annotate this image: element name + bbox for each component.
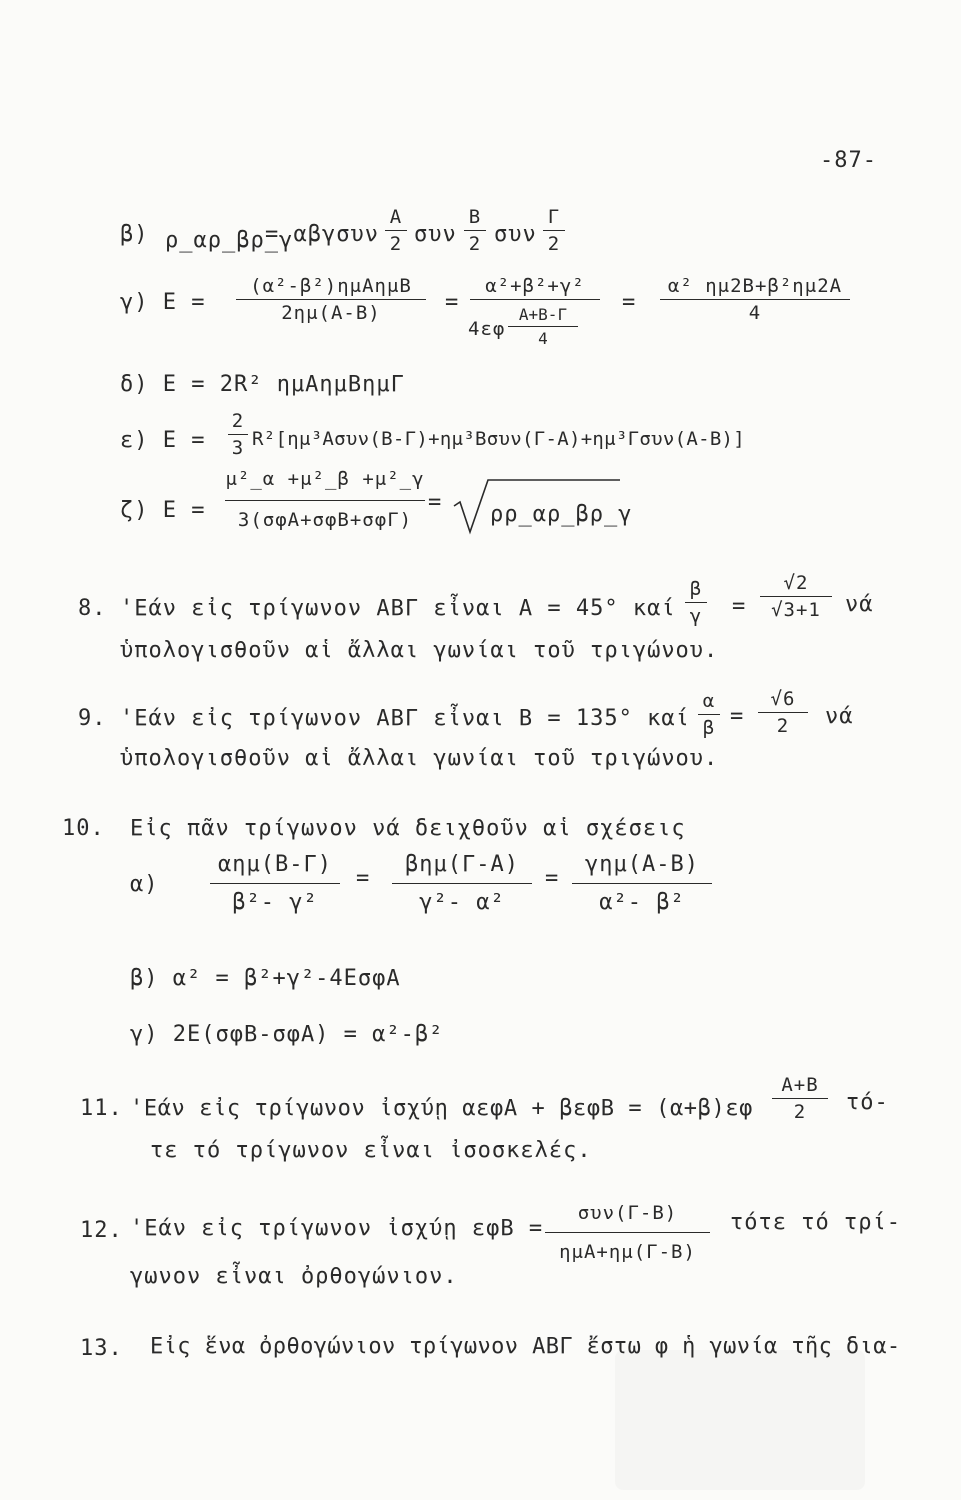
gamma-frac-2-sub-num: A+B-Γ	[518, 305, 568, 324]
p8-rhs	[760, 572, 832, 621]
p9-frac	[698, 690, 720, 739]
gamma-frac-2-num: α²+β²+γ²	[485, 275, 585, 297]
formula-delta: δ) E = 2R² ημΑημΒημΓ	[120, 372, 405, 397]
p8-tail: νά	[845, 592, 874, 617]
p10-a-frac-2-num: βημ(Γ-A)	[405, 852, 519, 877]
beta-lhs: ρ_αρ_βρ_γ	[165, 228, 294, 253]
p10-a-frac-1-den: β²- γ²	[232, 890, 318, 915]
p8-frac	[685, 578, 707, 627]
epsilon-rest: R²[ημ³Ασυν(B-Γ)+ημ³Bσυν(Γ-A)+ημ³Γσυν(A-B)]	[252, 428, 746, 450]
p9-rhs	[758, 688, 808, 737]
p8-line1: 'Εάν εἰς τρίγωνον ΑΒΓ εἶναι Α = 45° καί	[120, 596, 676, 621]
p10-a-eq-2: =	[545, 866, 560, 891]
gamma-frac-3-num: α² ημ2B+β²ημ2A	[667, 275, 843, 297]
epsilon-frac	[228, 410, 248, 459]
p10-a-eq-1: =	[356, 866, 371, 891]
beta-frac-c-num: Γ	[547, 206, 561, 228]
p11-line1: 'Εάν εἰς τρίγωνον ἰσχύῃ αεφΑ + βεφΒ = (α+β)εφ	[130, 1096, 754, 1121]
p12-line2: γωνον εἶναι ὀρθογώνιον.	[130, 1264, 458, 1289]
beta-cos2: συν	[414, 222, 457, 247]
beta-cos3: συν	[494, 222, 537, 247]
page-number: -87-	[820, 148, 877, 173]
epsilon-frac-den: 3	[231, 437, 245, 459]
p12-line1: 'Εάν εἰς τρίγωνον ἰσχύῃ εφΒ =	[130, 1216, 544, 1241]
beta-frac-c	[543, 206, 565, 255]
p9-rhs-num: √6	[770, 688, 796, 710]
gamma-frac-2-sub-den: 4	[538, 329, 548, 348]
p10-a-frac-3	[572, 852, 712, 915]
p10-c: γ) 2E(σφΒ-σφΑ) = α²-β²	[130, 1022, 444, 1047]
p10-a-frac-2-den: γ²- α²	[419, 890, 505, 915]
p10-a-label: α)	[130, 872, 159, 897]
p10-intro: Εἰς πᾶν τρίγωνον νά δειχθοῦν αἱ σχέσεις	[130, 816, 686, 841]
beta-frac-a-num: A	[389, 206, 403, 228]
gamma-frac-1-den: 2ημ(A-B)	[281, 302, 381, 324]
beta-label: β)	[120, 222, 149, 247]
p10-a-frac-1-num: αημ(B-Γ)	[218, 852, 332, 877]
epsilon-frac-num: 2	[231, 410, 245, 432]
beta-rhs: = αβγσυν	[265, 222, 379, 247]
p8-number: 8.	[78, 596, 107, 621]
p11-tail: τό-	[846, 1090, 889, 1115]
p12-number: 12.	[80, 1218, 123, 1243]
zeta-frac-num: μ²_α +μ²_β +μ²_γ	[225, 468, 425, 490]
p10-number: 10.	[62, 816, 105, 841]
p9-number: 9.	[78, 706, 107, 731]
gamma-eq-3: =	[622, 290, 637, 315]
p9-rhs-den: 2	[776, 715, 790, 737]
gamma-frac-3	[660, 275, 850, 324]
p9-line2: ὑπολογισθοῦν αἱ ἄλλαι γωνίαι τοῦ τριγώνου.	[120, 746, 719, 771]
p8-rhs-num: √2	[783, 572, 809, 594]
p8-eq: =	[732, 594, 747, 619]
gamma-frac-2	[470, 275, 600, 302]
gamma-frac-3-den: 4	[748, 302, 762, 324]
p10-a-frac-1	[210, 852, 340, 915]
zeta-frac	[225, 468, 425, 531]
p8-rhs-den: √3+1	[771, 599, 821, 621]
zeta-label: ζ) E =	[120, 498, 206, 523]
p9-line1: 'Εάν εἰς τρίγωνον ΑΒΓ εἶναι Β = 135° καί	[120, 706, 690, 731]
gamma-frac-2-sub	[508, 305, 578, 348]
beta-frac-a-den: 2	[389, 233, 403, 255]
beta-frac-c-den: 2	[547, 233, 561, 255]
p12-frac-den: ημΑ+ημ(Γ-B)	[559, 1241, 696, 1263]
beta-frac-a	[385, 206, 407, 255]
epsilon-label: ε) E =	[120, 428, 206, 453]
p9-eq: =	[730, 704, 745, 729]
gamma-frac-2-den-prefix: 4εφ	[468, 318, 506, 340]
p11-frac-den: 2	[793, 1101, 807, 1123]
zeta-sqrt-content: ρρ_αρ_βρ_γ	[490, 502, 633, 527]
p13-line1: Εἰς ἕνα ὀρθογώνιον τρίγωνον ΑΒΓ ἔστω φ ἡ γωνία τῆς δια-	[150, 1334, 901, 1359]
gamma-eq-2: =	[445, 290, 460, 315]
p10-a-frac-3-num: γημ(A-B)	[585, 852, 699, 877]
beta-frac-b-den: 2	[468, 233, 482, 255]
beta-frac-b-num: B	[468, 206, 482, 228]
p10-a-frac-2	[392, 852, 532, 915]
gamma-frac-1	[236, 275, 426, 324]
p8-frac-num: β	[689, 578, 703, 600]
gamma-frac-1-num: (α²-β²)ημΑημΒ	[250, 275, 412, 297]
p9-tail: νά	[825, 704, 854, 729]
p8-line2: ὑπολογισθοῦν αἱ ἄλλαι γωνίαι τοῦ τριγώνου.	[120, 638, 719, 663]
p12-tail: τότε τό τρί-	[730, 1210, 901, 1235]
beta-frac-b	[464, 206, 486, 255]
p11-line2: τε τό τρίγωνον εἶναι ἰσοσκελές.	[150, 1138, 592, 1163]
gamma-label: γ) E =	[120, 290, 206, 315]
zeta-eq: =	[428, 490, 443, 515]
zeta-frac-den: 3(σφΑ+σφΒ+σφΓ)	[237, 509, 413, 531]
p11-number: 11.	[80, 1096, 123, 1121]
p10-b: β) α² = β²+γ²-4EσφΑ	[130, 966, 401, 991]
scan-shadow	[615, 1350, 865, 1490]
p9-frac-den: β	[702, 717, 716, 739]
p9-frac-num: α	[702, 690, 716, 712]
p11-frac-num: A+B	[781, 1074, 819, 1096]
p13-number: 13.	[80, 1336, 123, 1361]
p11-frac	[772, 1074, 828, 1123]
p8-frac-den: γ	[689, 605, 703, 627]
p12-frac-num: συν(Γ-B)	[577, 1202, 678, 1224]
p12-frac	[545, 1202, 710, 1263]
p10-a-frac-3-den: α²- β²	[599, 890, 685, 915]
